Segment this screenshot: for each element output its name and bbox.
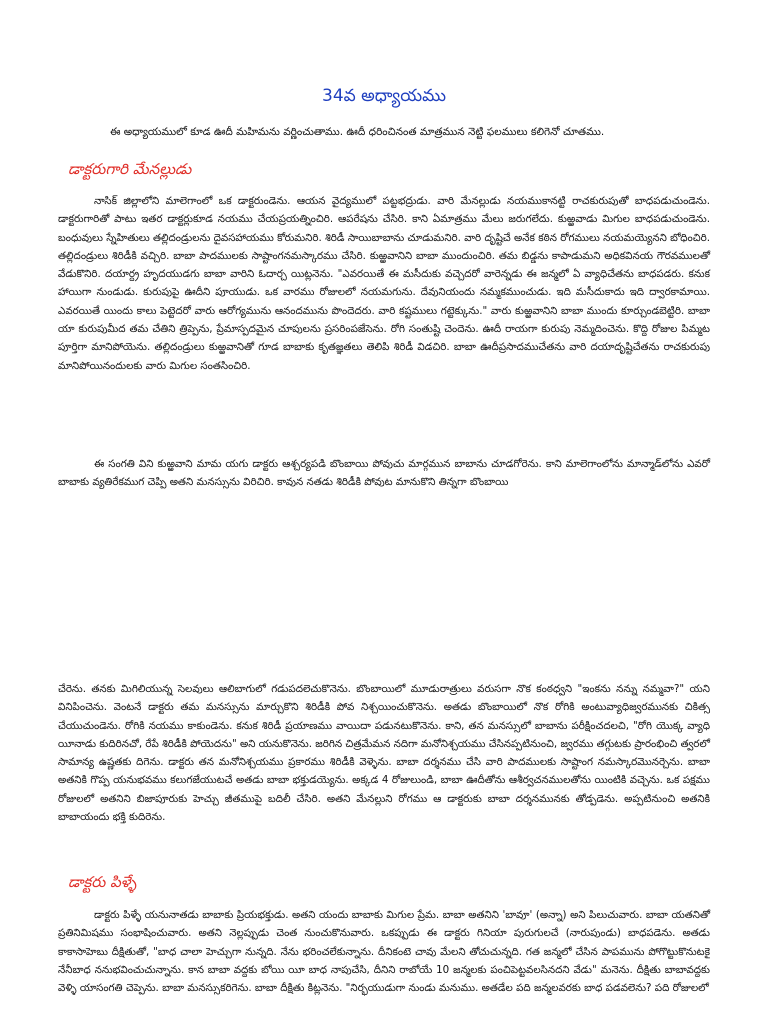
section-heading-pillai: డాక్టరు పిళ్ళే: [68, 873, 137, 891]
section-heading-nephew: డాక్టరుగారి మేనల్లుడు: [68, 160, 192, 178]
paragraph: చేరెను. తనకు మిగిలియున్న సెలవులు ఆలిబాగులో గడుపదలెచుకొనెను. బొంబాయిలో మూడురాత్రులు వరుసగా నొక కంఠధ్వని "ఇంకను నన్ను నమ్మవా?" యని వినిపించెను. వెంటనే డాక్టరు తమ మనస్సును మార్చుకొని శిరిడీకి పోవ నిశ్చయించుకొనెను. అతడు బొంబాయిలో నొక రోగికి అంటువ్యాధిజ్వరమునకు చికిత్స చేయుచుండెను. రోగికి నయము కాకుండెను. కనుక శిరిడీ ప్రయాణము వాయిదా పడునటుకొనెను. కాని, తన మనస్సులో బాబాను పరీక్షించదలచి, "రోగి యొక్క వ్యాధి యీనాడు కుదిరినచో, రేపే శిరిడీకి పోయెదను" అని యనుకొనెను. జరిగిన చిత్రమేమన నదిగా మనోనిశ్చయము చేసినప్పటినుంచి, జ్వరము తగ్గుటకు ప్రారంభించి త్వరలో సామాన్య ఉష్ణతకు దిగెను. డాక్టరు తన మనోనిశ్చయము ప్రకారము శిరిడీకి వెళ్ళెను. బాబా దర్శనము చేసి వారి పాదములకు సాష్టాంగ నమస్కారమొనర్చెను. బాబా అతనికి గొప్ప యనుభవము కలుగజేయుటచే అతడు బాబా భక్తుడయ్యెను. అక్కడ 4 రోజులుండి, బాబా ఊదీతోను ఆశీర్వచనములతోను యింటికి వచ్చెను. ఒక పక్షము రోజులలో అతనిని బిజాపూరుకు హెచ్చు జీతముపై బదిలీ చేసిరి. అతని మేనల్లుని రోగము ఆ డాక్టరుకు బాబా దర్శనమునకు తోడ్పడెను. అప్పటినుంచి అతనికి బాబాయందు భక్తి కుదిరెను.: [58, 683, 710, 824]
paragraph: ఈ సంగతి విని కుఱ్ఱవాని మామ యగు డాక్టరు ఆశ్చర్యపడి బొంబాయి పోవుచు మార్గమున బాబాను చూడగోరెను. కాని మాలెగాంలోను మాన్మాడ్‌లోను ఎవరో బాబాకు వ్యతిరేకముగ చెప్పి అతని మనస్సును విరిచిరి. కావున నతడు శిరిడీకి పోవుట మానుకొని తిన్నగా బొంబాయి: [58, 458, 710, 489]
paragraph: డాక్టరు పిళ్ళే యనునాతడు బాబాకు ప్రియభక్తుడు. అతని యందు బాబాకు మిగుల ప్రేమ. బాబా అతనిని 'బావూ' (అన్నా) అని పిలుచువారు. బాబా యతనితో ప్రతినిమిషము సంభాషించువారు. అతని నెల్లప్పుడు చెంత నుంచుకొనువారు. ఒకప్పుడు ఈ డాక్టరు గినియా పురుగులచే (నారుపుండు) బాధపడెను. అతడు కాకాసాహెబు దీక్షితుతో, "బాధ చాలా హెచ్చుగా నున్నది. నేను భరించలేకున్నాను. దీనికంటె చావు మేలని తోచుచున్నది. గత జన్మలో చేసిన పాపమును పోగొట్టుకొనుటకై నేనీబాధ ననుభవించుచున్నాను. కాన బాబా వద్దకు బోయి యీ బాధ నాపుచేసి, దీనిని రాబోయే 10 జన్మలకు పంచిపెట్టవలసినదని వేడు" మనెను. దీక్షితు బాబావద్దకు వెళ్ళి యాసంగతి చెప్పెను. బాబా మనస్సుకరిగెను. బాబా దీక్షితు కిట్లనెను. "నిర్భయుడుగా నుండు మనుము. అతడేల పది జన్మలవరకు బాధ పడవలెను? పది రోజులలో: [58, 909, 710, 995]
chapter-intro: ఈ అధ్యాయములో కూడ ఊదీ మహిమను వర్ణించుతాము. ఊదీ ధరించినంత మాత్రమున నెట్టి ఫలములు కలిగెనో చూతము.: [110, 126, 605, 138]
paragraph: నాసిక్ జిల్లాలోని మాలెగాంలో ఒక డాక్టరుండెను. ఆయన వైద్యములో పట్టభద్రుడు. వారి మేనల్లుడు నయముకానట్టి రాచకురుపుతో బాధపడుచుండెను. డాక్టరుగారితో పాటు ఇతర డాక్టర్లుకూడ నయము చేయప్రయత్నించిరి. ఆపరేషను చేసిరి. కాని ఏమాత్రము మేలు జరుగలేదు. కుఱ్ఱవాడు మిగుల బాధపడుచుండెను. బంధువులు స్నేహితులు తల్లిదండ్రులను దైవసహాయము కోరుమనిరి. శిరిడీ సాయిబాబాను చూడుమనిరి. వారి దృష్టిచే అనేక కఠిన రోగములు నయమయ్యెనని బోధించిరి. తల్లిదండ్రులు శిరిడీకి వచ్చిరి. బాబా పాదములకు సాష్టాంగనమస్కారము చేసిరి. కుఱ్ఱవానిని బాబా ముందుంచిరి. తమ బిడ్డను కాపాడుమని అధికవినయ గౌరవములతో వేడుకొనిరి. దయార్ద్ర హృదయుడగు బాబా వారిని ఓదార్చ యిట్లనెను. "ఎవరయితే ఈ మసీదుకు వచ్చెదరో వారెన్నడు ఈ జన్మలో ఏ వ్యాధిచేతను బాధపడరు. కనుక హాయిగా నుండుడు. కురుపుపై ఊదీని పూయుడు. ఒక వారము రోజులలో నయమగును. దేవునియందు నమ్మకముంచుడు. ఇది మసీదుకాదు ఇది ద్వారకామాయి. ఎవరయితే యిందు కాలు పెట్టెదరో వారు ఆరోగ్యమును ఆనందమును పొందెదరు. వారి కష్టములు గట్టెక్కును." వారు కుఱ్ఱవానిని బాబా ముందు కూర్చుండబెట్టిరి. బాబా యా కురుపుమీద తమ చేతిని త్రిప్పెను, ప్రేమాస్పదమైన చూపులను ప్రసరింపజేసెను. రోగి సంతుష్టి చెందెను. ఊదీ రాయగా కురుపు నెమ్మదించెను. కొద్ది రోజుల పిమ్మట పూర్తిగా మానిపోయెను. తల్లిదండ్రులు కుఱ్ఱవానితో గూడ బాబాకు కృతజ్ఞతలు తెలిపి శిరిడీ విడచిరి. బాబా ఊదీప్రసాదముచేతను వారి దయాదృష్టిచేతను రాచకురుపు మానిపోయినందులకు వారు మిగుల సంతసించిరి.: [58, 195, 710, 372]
chapter-title: 34వ అధ్యాయము: [322, 86, 446, 106]
